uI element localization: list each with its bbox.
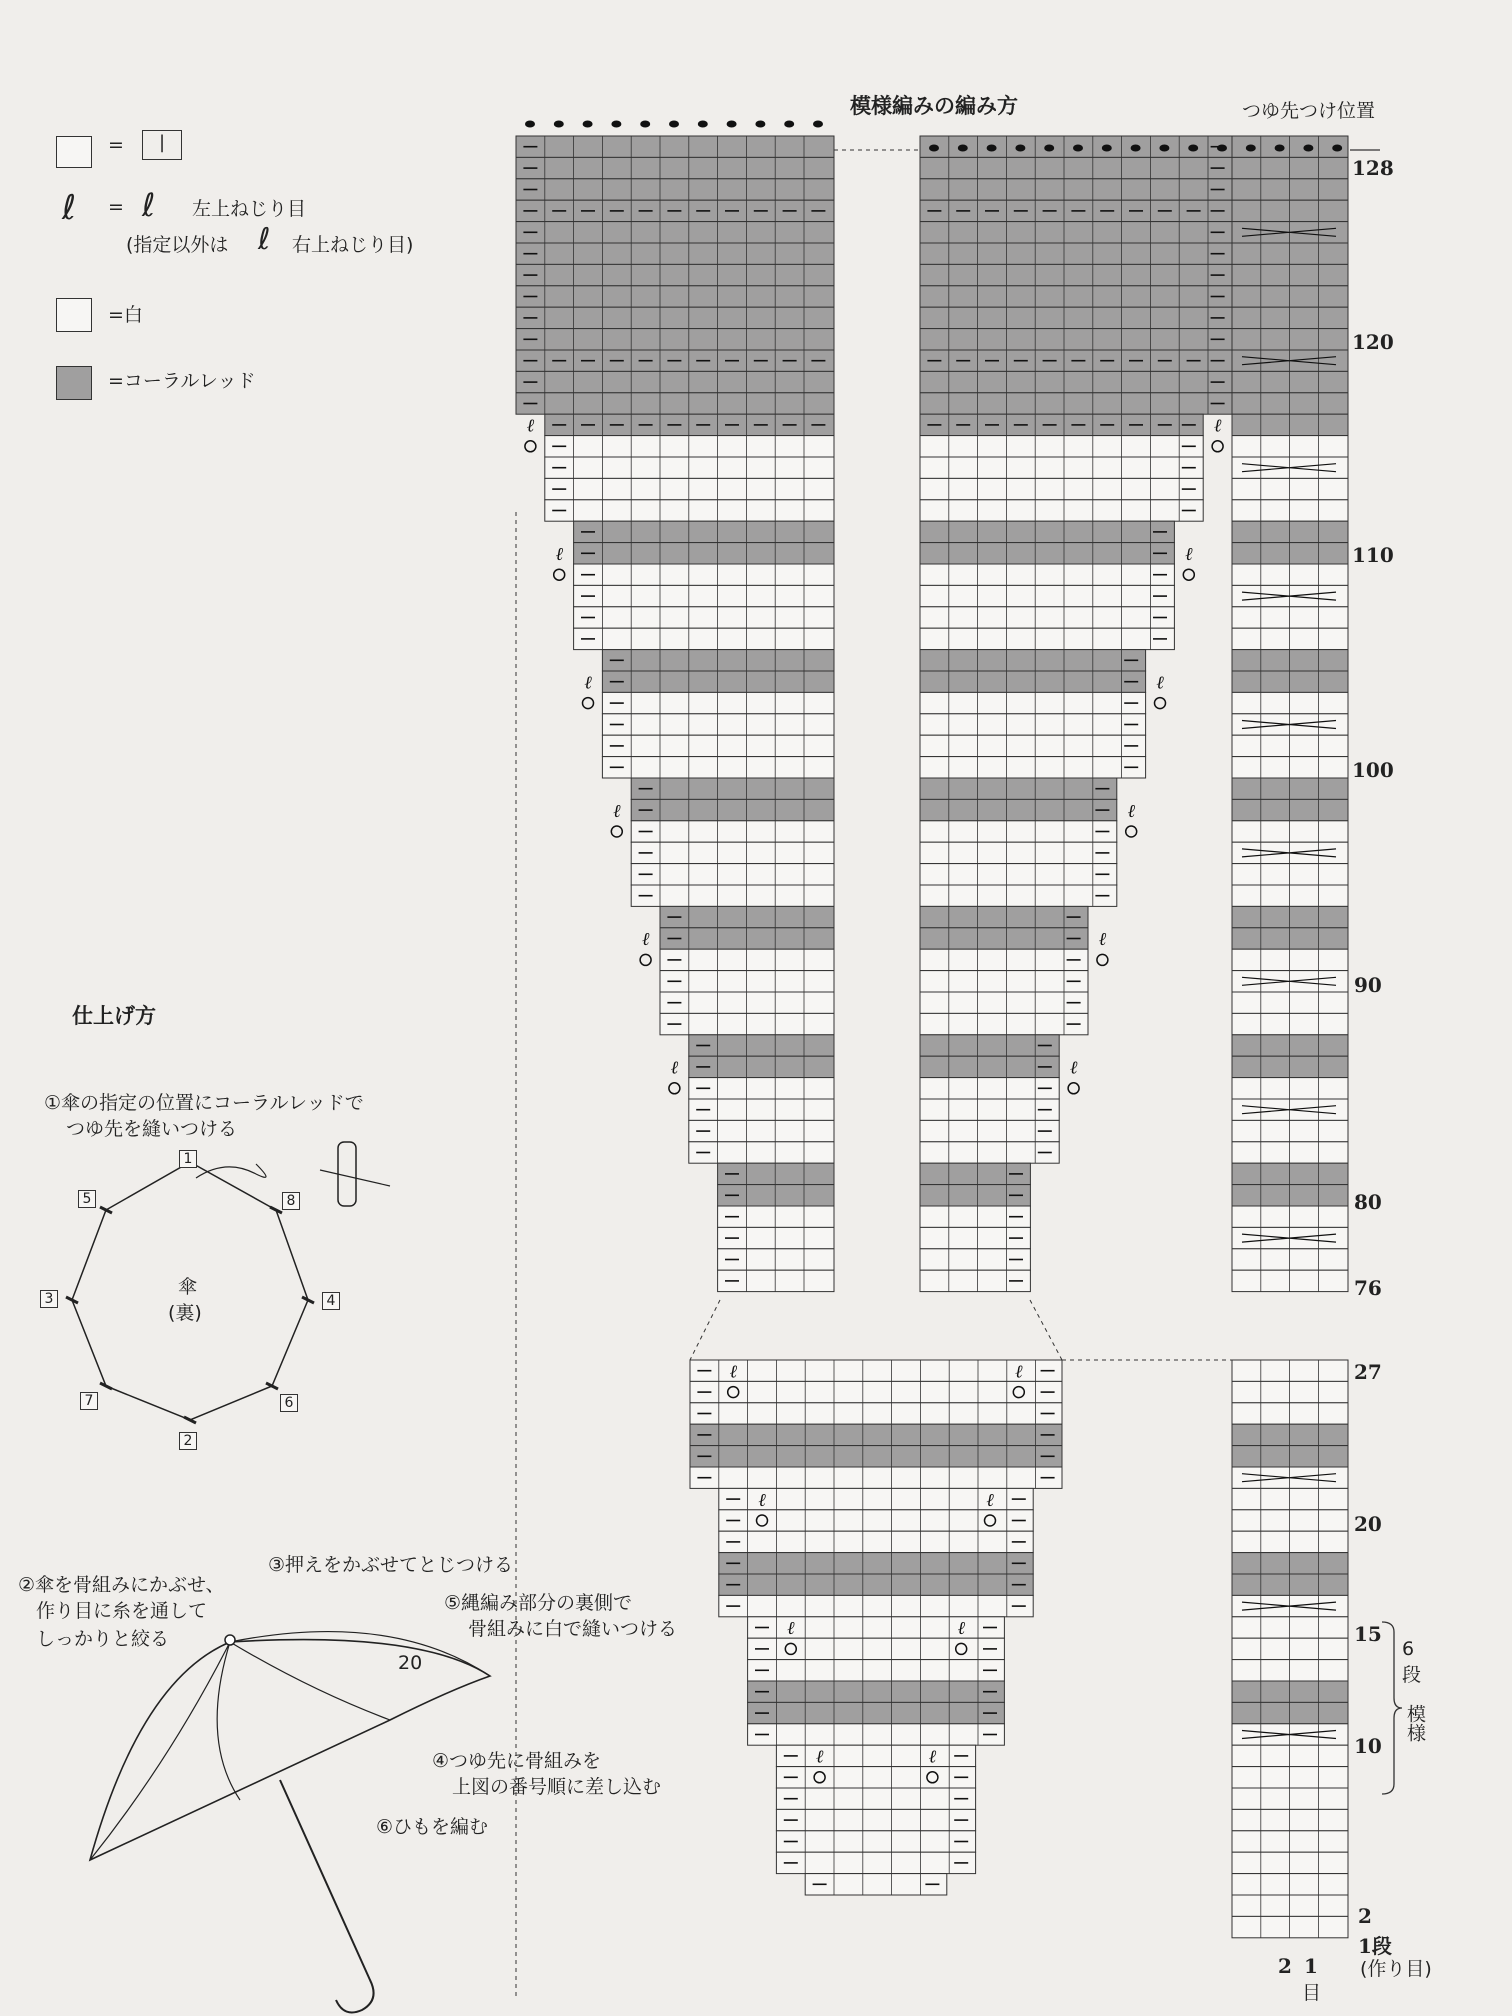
lower-center-row bbox=[776, 1745, 975, 1766]
repeat-number: 6 bbox=[1402, 1638, 1415, 1660]
twist-stitch-icon: ℓ bbox=[1185, 544, 1193, 565]
cast-on-dot bbox=[987, 145, 997, 152]
upper-right-row bbox=[920, 371, 1232, 392]
upper-right-row bbox=[920, 436, 1203, 457]
upper-right-row bbox=[920, 179, 1232, 200]
upper-right-row bbox=[920, 906, 1088, 927]
cast-on-dot bbox=[1275, 145, 1285, 152]
lower-center-row bbox=[690, 1446, 1062, 1467]
twist-stitch-icon: ℓ bbox=[1069, 1057, 1078, 1079]
upper-right-row bbox=[920, 885, 1117, 906]
upper-left-row bbox=[631, 799, 834, 820]
lower-center-row bbox=[776, 1767, 975, 1788]
twist-stitch-icon: ℓ bbox=[526, 415, 535, 437]
upper-right-row bbox=[920, 992, 1088, 1013]
lower-center-row bbox=[690, 1424, 1062, 1445]
row-number-90: 90 bbox=[1354, 973, 1382, 997]
yarn-over-mark bbox=[1212, 441, 1223, 452]
cast-on-dot bbox=[1131, 145, 1141, 152]
tip-position-label: つゆ先つけ位置 bbox=[1242, 100, 1376, 122]
cast-on-dot bbox=[698, 121, 708, 128]
cast-on-dot bbox=[669, 121, 679, 128]
lower-center-row bbox=[719, 1574, 1033, 1595]
lower-center-row bbox=[719, 1595, 1033, 1616]
step6-text: ⑥ひもを編む bbox=[376, 1816, 489, 1838]
legend-twist-note-prefix: (指定以外は bbox=[126, 234, 229, 256]
twist-stitch-icon: ℓ bbox=[729, 1361, 737, 1383]
upper-left-row bbox=[516, 329, 834, 350]
upper-right-row bbox=[920, 1013, 1088, 1034]
twist-stitch-icon: ℓ bbox=[758, 1489, 766, 1511]
cast-on-dot bbox=[929, 145, 939, 152]
upper-left-row bbox=[689, 1035, 834, 1056]
upper-right-row bbox=[920, 735, 1146, 756]
upper-left-row bbox=[689, 1078, 834, 1099]
lower-center-row bbox=[690, 1381, 1062, 1402]
twist-stitch-icon-left: ℓ bbox=[142, 186, 156, 224]
repeat-unit: 段 bbox=[1402, 1664, 1422, 1686]
row-number-20: 20 bbox=[1354, 1512, 1382, 1536]
connector-dashed bbox=[1030, 1300, 1062, 1360]
upper-right-row bbox=[920, 628, 1174, 649]
lower-center-row bbox=[748, 1702, 1005, 1723]
legend-twist-note-suffix: 右上ねじり目) bbox=[292, 234, 414, 256]
upper-right-row bbox=[920, 650, 1146, 671]
position-6: 6 bbox=[280, 1394, 298, 1412]
tip-piece-icon bbox=[338, 1142, 356, 1206]
connector-dashed bbox=[690, 1300, 720, 1360]
upper-right-row bbox=[920, 264, 1232, 285]
step3-text: ③押えをかぶせてとじつける bbox=[268, 1554, 514, 1576]
cast-on-dot bbox=[525, 121, 535, 128]
row-number-27: 27 bbox=[1354, 1360, 1382, 1384]
step1-line1: ①傘の指定の位置にコーラルレッドで bbox=[44, 1092, 364, 1114]
upper-left-row bbox=[631, 842, 834, 863]
row-number-80: 80 bbox=[1354, 1190, 1382, 1214]
step5-line2: 骨組みに白で縫いつける bbox=[468, 1618, 678, 1640]
lower-center-row bbox=[748, 1638, 1005, 1659]
yarn-over-mark bbox=[669, 1083, 680, 1094]
yarn-over-mark bbox=[1097, 954, 1108, 965]
lower-center-row bbox=[748, 1660, 1005, 1681]
upper-right-row bbox=[920, 243, 1232, 264]
twist-stitch-icon: ℓ bbox=[670, 1057, 679, 1079]
upper-right-row bbox=[920, 564, 1174, 585]
upper-left-row bbox=[516, 157, 834, 178]
tip-marker bbox=[100, 1383, 112, 1389]
cast-on-dot bbox=[958, 145, 968, 152]
upper-right-row bbox=[920, 949, 1088, 970]
row-number-10: 10 bbox=[1354, 1734, 1382, 1758]
yarn-over-mark bbox=[611, 826, 622, 837]
cast-on-dot bbox=[1217, 145, 1227, 152]
cast-on-dot bbox=[554, 121, 564, 128]
col-number-2: 2 bbox=[1278, 1954, 1292, 1978]
upper-left-row bbox=[602, 671, 834, 692]
upper-right-row bbox=[920, 607, 1174, 628]
upper-left-row bbox=[574, 628, 834, 649]
upper-right-row bbox=[920, 692, 1146, 713]
upper-right-row bbox=[920, 329, 1232, 350]
upper-left-row bbox=[689, 1099, 834, 1120]
upper-left-row bbox=[574, 564, 834, 585]
upper-left-row bbox=[602, 735, 834, 756]
upper-left-row bbox=[574, 543, 834, 564]
yarn-over-mark bbox=[554, 569, 565, 580]
cast-on-label: (作り目) bbox=[1360, 1958, 1432, 1980]
repeat-pattern-label: 模様 bbox=[1404, 1704, 1426, 1742]
cast-on-dot bbox=[1102, 145, 1112, 152]
yarn-over-mark bbox=[1126, 826, 1137, 837]
cast-on-dot bbox=[1015, 145, 1025, 152]
twist-stitch-icon: ℓ bbox=[1127, 800, 1135, 822]
upper-left-row bbox=[660, 1013, 834, 1034]
chart-title: 模様編みの編み方 bbox=[850, 94, 1018, 118]
row-number-128: 128 bbox=[1352, 156, 1394, 180]
step2-line2: 作り目に糸を通して bbox=[36, 1600, 208, 1622]
cast-on-dot bbox=[727, 121, 737, 128]
cast-on-dot bbox=[1188, 145, 1198, 152]
cast-on-dot bbox=[640, 121, 650, 128]
upper-left-row bbox=[545, 457, 834, 478]
needle-line bbox=[320, 1170, 390, 1186]
upper-right-row bbox=[920, 521, 1174, 542]
yarn-over-mark bbox=[525, 441, 536, 452]
upper-left-row bbox=[631, 864, 834, 885]
upper-right-row bbox=[920, 864, 1117, 885]
upper-left-row bbox=[660, 906, 834, 927]
lower-center-row bbox=[748, 1724, 1005, 1745]
legend-coral-label: =コーラルレッド bbox=[108, 370, 256, 392]
lower-center-row bbox=[776, 1852, 975, 1873]
upper-left-row bbox=[574, 585, 834, 606]
upper-right-row bbox=[920, 222, 1232, 243]
upper-right-row bbox=[920, 585, 1174, 606]
twist-stitch-icon: ℓ bbox=[62, 188, 77, 228]
yarn-over-mark bbox=[1183, 569, 1194, 580]
lower-center-row bbox=[776, 1788, 975, 1809]
upper-left-row bbox=[660, 971, 834, 992]
row-number-76: 76 bbox=[1354, 1276, 1382, 1300]
lower-center-row bbox=[719, 1553, 1033, 1574]
cast-on-dot bbox=[583, 121, 593, 128]
twist-stitch-icon: ℓ bbox=[1098, 929, 1107, 951]
lower-center-row bbox=[690, 1360, 1062, 1381]
upper-left-row bbox=[545, 436, 834, 457]
rib-number-20: 20 bbox=[398, 1652, 423, 1674]
upper-right-row bbox=[920, 157, 1232, 178]
umbrella-top-cap bbox=[225, 1635, 235, 1645]
lower-center-row bbox=[776, 1809, 975, 1830]
lower-center-row bbox=[748, 1681, 1005, 1702]
upper-right-row bbox=[920, 799, 1117, 820]
row-number-100: 100 bbox=[1352, 758, 1394, 782]
step2-line1: ②傘を骨組みにかぶせ、 bbox=[18, 1574, 225, 1596]
twist-stitch-icon: ℓ bbox=[555, 544, 563, 565]
cast-on-dot bbox=[1246, 145, 1256, 152]
umbrella-handle bbox=[280, 1780, 374, 2012]
upper-right-row bbox=[920, 500, 1203, 521]
upper-right-row bbox=[920, 393, 1232, 414]
cast-on-dot bbox=[755, 121, 765, 128]
upper-left-row bbox=[574, 521, 834, 542]
lower-center-row bbox=[776, 1831, 975, 1852]
upper-right-row bbox=[920, 842, 1117, 863]
upper-left-row bbox=[545, 500, 834, 521]
lower-center-row bbox=[719, 1531, 1033, 1552]
finishing-title: 仕上げ方 bbox=[72, 1004, 156, 1028]
yarn-over-mark bbox=[583, 698, 594, 709]
upper-left-row bbox=[516, 393, 834, 414]
position-8: 8 bbox=[282, 1192, 300, 1210]
upper-left-row bbox=[631, 821, 834, 842]
row-number-1: 1段 bbox=[1358, 1934, 1392, 1958]
upper-left-row bbox=[631, 885, 834, 906]
repeat-bracket bbox=[1382, 1622, 1402, 1794]
step4-line1: ④つゆ先に骨組みを bbox=[432, 1750, 602, 1772]
upper-right-row bbox=[920, 457, 1203, 478]
step2-line3: しっかりと絞る bbox=[36, 1628, 170, 1650]
upper-left-row bbox=[631, 778, 834, 799]
step4-line2: 上図の番号順に差し込む bbox=[452, 1776, 662, 1798]
position-1: 1 bbox=[179, 1150, 197, 1168]
cast-on-dot bbox=[1044, 145, 1054, 152]
upper-left-row bbox=[545, 478, 834, 499]
yarn-over-mark bbox=[640, 954, 651, 965]
twist-stitch-icon: ℓ bbox=[1156, 672, 1164, 694]
upper-right-row bbox=[920, 821, 1117, 842]
upper-left-row bbox=[689, 1142, 834, 1163]
row-number-15: 15 bbox=[1354, 1622, 1382, 1646]
legend-eq-2: = bbox=[108, 196, 124, 218]
upper-right-row bbox=[920, 286, 1232, 307]
twist-stitch-icon-right: ℓ bbox=[258, 222, 271, 257]
step5-line1: ⑤縄編み部分の裏側で bbox=[444, 1592, 633, 1614]
cast-on-dot bbox=[1159, 145, 1169, 152]
position-4: 4 bbox=[322, 1292, 340, 1310]
upper-left-row bbox=[516, 243, 834, 264]
twist-stitch-icon: ℓ bbox=[613, 800, 621, 822]
upper-right-row bbox=[920, 757, 1146, 778]
row-number-120: 120 bbox=[1352, 330, 1394, 354]
upper-left-row bbox=[516, 371, 834, 392]
cast-on-dot bbox=[1073, 145, 1083, 152]
upper-left-row bbox=[689, 1056, 834, 1077]
cast-on-dot bbox=[611, 121, 621, 128]
upper-left-row bbox=[516, 286, 834, 307]
col-unit-label: 目 bbox=[1302, 1982, 1322, 2004]
upper-left-row bbox=[516, 222, 834, 243]
upper-right-row bbox=[920, 478, 1203, 499]
legend-white-label: =白 bbox=[108, 304, 143, 326]
row-number-2: 2 bbox=[1358, 1904, 1372, 1928]
legend-twist-left-label: 左上ねじり目 bbox=[192, 198, 307, 220]
twist-stitch-icon: ℓ bbox=[641, 929, 650, 951]
upper-left-row bbox=[660, 992, 834, 1013]
upper-left-row bbox=[689, 1120, 834, 1141]
cast-on-dot bbox=[813, 121, 823, 128]
cast-on-dot bbox=[1303, 145, 1313, 152]
upper-right-row bbox=[920, 778, 1117, 799]
upper-left-row bbox=[516, 307, 834, 328]
upper-right-row bbox=[920, 928, 1088, 949]
lower-center-row bbox=[690, 1467, 1062, 1488]
lower-center-row bbox=[719, 1510, 1033, 1531]
cast-on-dot bbox=[784, 121, 794, 128]
upper-left-row bbox=[602, 692, 834, 713]
yarn-over-mark bbox=[1068, 1083, 1079, 1094]
upper-left-row bbox=[660, 949, 834, 970]
step1-line2: つゆ先を縫いつける bbox=[66, 1118, 238, 1140]
twist-stitch-icon: ℓ bbox=[815, 1746, 824, 1768]
twist-stitch-icon: ℓ bbox=[1213, 415, 1222, 437]
lower-center-row bbox=[690, 1403, 1062, 1424]
upper-left-row bbox=[516, 136, 834, 157]
upper-left-row bbox=[516, 179, 834, 200]
twist-stitch-icon: ℓ bbox=[584, 672, 592, 694]
row-number-110: 110 bbox=[1352, 543, 1394, 567]
upper-right-row bbox=[920, 714, 1146, 735]
upper-left-row bbox=[602, 714, 834, 735]
position-2: 2 bbox=[179, 1432, 197, 1450]
legend-eq-1: = bbox=[108, 134, 124, 156]
upper-left-row bbox=[574, 607, 834, 628]
upper-right-row bbox=[920, 307, 1232, 328]
umbrella-label: 傘 bbox=[178, 1276, 198, 1298]
umbrella-back-label: (裏) bbox=[168, 1302, 202, 1324]
position-3: 3 bbox=[40, 1290, 58, 1308]
upper-left-row bbox=[602, 757, 834, 778]
upper-left-row bbox=[660, 928, 834, 949]
cast-on-dot bbox=[1332, 145, 1342, 152]
yarn-over-mark bbox=[1155, 698, 1166, 709]
position-7: 7 bbox=[80, 1392, 98, 1410]
twist-stitch-icon: ℓ bbox=[986, 1489, 994, 1511]
upper-right-row bbox=[920, 671, 1146, 692]
twist-stitch-icon: ℓ bbox=[957, 1618, 965, 1640]
legend-knit-symbol-box: | bbox=[142, 130, 182, 160]
upper-left-row bbox=[516, 264, 834, 285]
upper-right-row bbox=[920, 971, 1088, 992]
twist-stitch-icon: ℓ bbox=[1015, 1361, 1023, 1383]
twist-stitch-icon: ℓ bbox=[928, 1746, 937, 1768]
col-number-1: 1 bbox=[1304, 1954, 1318, 1978]
upper-left-row bbox=[602, 650, 834, 671]
upper-right-row bbox=[920, 543, 1174, 564]
twist-stitch-icon: ℓ bbox=[787, 1618, 795, 1640]
position-5: 5 bbox=[78, 1190, 96, 1208]
